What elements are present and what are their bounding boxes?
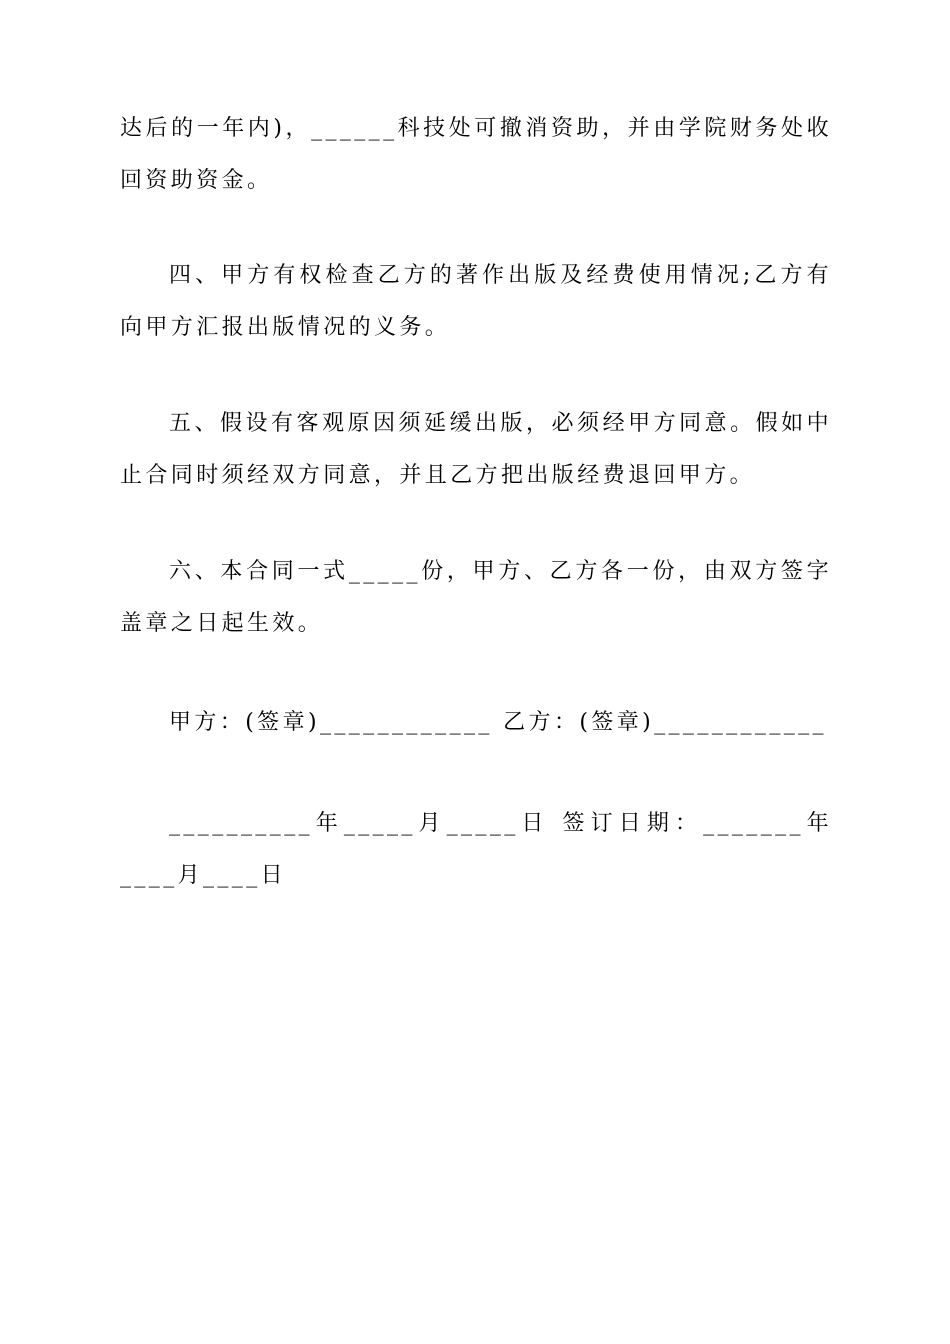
signature-line: 甲方：(签章)____________ 乙方：(签章)____________ [169, 710, 827, 735]
date-line: __________年_____月_____日 签订日期：_______年____月____日 [120, 811, 832, 888]
paragraph-contract-copies: 六、本合同一式_____份，甲方、乙方各一份，由双方签字盖章之日起生效。 [120, 559, 832, 636]
paragraph-funding-revocation: 达后的一年内)，______科技处可撤消资助，并由学院财务处收回资助资金。 [120, 116, 832, 193]
paragraph-inspection-rights: 四、甲方有权检查乙方的著作出版及经费使用情况;乙方有向甲方汇报出版情况的义务。 [120, 263, 832, 340]
paragraph-publication-delay: 五、假设有客观原因须延缓出版，必须经甲方同意。假如中止合同时须经双方同意，并且乙方把出版经费退回甲方。 [120, 411, 832, 488]
